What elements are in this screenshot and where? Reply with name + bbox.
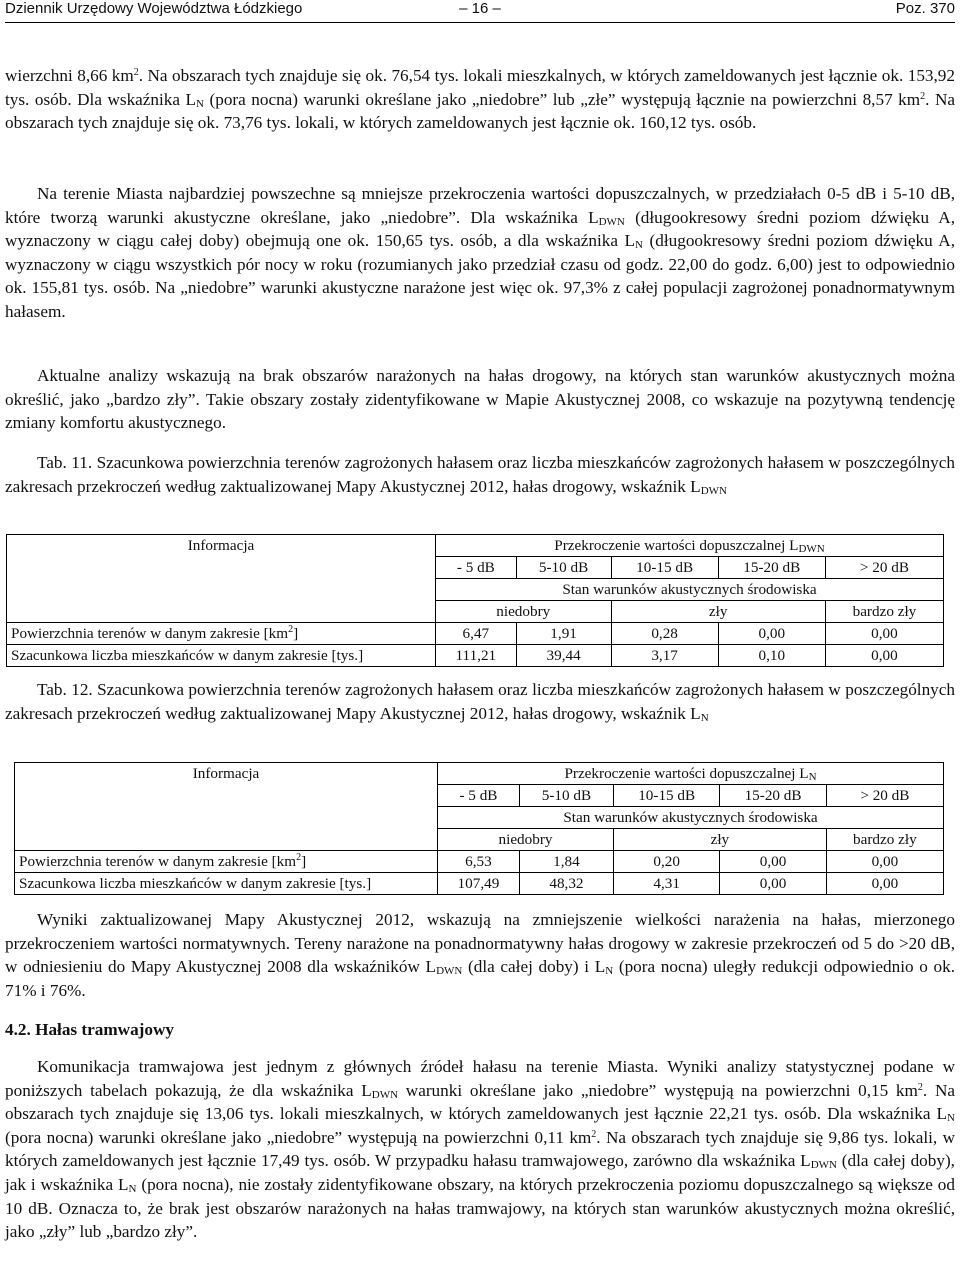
p5-text-b: warunki określane jako „niedobre” występują na powierzchni 0,15 km	[398, 1080, 918, 1100]
table-row	[7, 623, 944, 645]
p1-text-a: wierzchni 8,66 km	[5, 66, 134, 85]
section-heading: 4.2. Hałas tramwajowy	[5, 1020, 174, 1039]
range-cell: > 20 dB	[825, 557, 943, 579]
condition-cell: zły	[614, 829, 827, 851]
value-cell: 3,17	[611, 645, 718, 667]
p5-text-d: (pora nocna) warunki określane jako „niedobre” występują na powierzchni 0,11 km	[5, 1127, 592, 1147]
table-row	[15, 851, 944, 873]
range-cell: - 5 dB	[438, 785, 520, 807]
page-header	[5, 0, 955, 23]
value-cell: 107,49	[438, 873, 520, 895]
p5-sup-d: 2	[591, 1128, 597, 1140]
value-cell: 0,00	[826, 851, 943, 873]
p5-text-a: Komunikacja tramwajowa jest jednym z głównych źródeł hałasu na terenie Miasta. Wyniki analizy statystycznej podane w poniższych tabelach pokazują, że dla wskaźnika L	[5, 1057, 955, 1100]
row1-label-end: ]	[293, 625, 299, 642]
head-exceed-sub: DWN	[798, 543, 825, 555]
value-cell: 6,47	[436, 623, 517, 645]
p1-sup-c: 2	[920, 90, 926, 102]
value-cell: 0,00	[720, 851, 826, 873]
position-number: Poz. 370	[895, 0, 955, 17]
range-cell: 10-15 dB	[614, 785, 720, 807]
p1-sub-b: N	[196, 97, 204, 110]
table-11	[6, 534, 944, 667]
table-12-caption	[5, 678, 955, 725]
range-cell: 5-10 dB	[516, 557, 611, 579]
value-cell: 0,00	[825, 623, 943, 645]
p5-text-g: (pora nocna), nie zostały zidentyfikowane obszary, na których przekroczenia poziomu dopuszczalnego są większe od 10 dB. Oznacza to, że brak jest obszarów narażonych na hałas tramwajowy, na których stan warunków akustycznych można określić, jako „zły” lub „bardzo zły”.	[5, 1174, 955, 1242]
p2-sub-b: N	[635, 239, 643, 252]
p4-sub-a: DWN	[436, 965, 463, 978]
p5-sub-f: N	[128, 1182, 137, 1195]
state-header: Stan warunków akustycznych środowiska	[438, 807, 944, 829]
p2-text-c: (długookresowy średni poziom dźwięku A, wyznaczony w ciągu wszystkich pór nocy w roku (rozumianych jako przedział czasu od godz. 22,00 do godz. 6,00) jest to odpowiednio ok. 155,81 tys. osób. Na „niedobre” warunki akustyczne narażone jest więc ok. 97,3% z całej populacji zagrożonej ponadnormatywnym hałasem.	[5, 231, 955, 321]
table-head-exceed	[438, 763, 944, 785]
page-number: – 16 –	[459, 0, 501, 17]
row-label	[15, 851, 438, 873]
table-head-exceed	[436, 535, 944, 557]
p1-text-b: . Na obszarach tych znajduje się ok. 76,54 tys. lokali mieszkalnych, w których zameldowanych jest łącznie ok. 153,92 tys. osób. Dla wskaźnika L	[5, 66, 955, 109]
journal-title: Dziennik Urzędowy Województwa Łódzkiego	[5, 0, 303, 17]
state-header: Stan warunków akustycznych środowiska	[436, 579, 944, 601]
condition-cell: bardzo zły	[826, 829, 943, 851]
range-cell: 5-10 dB	[519, 785, 613, 807]
p2-text-a: Na terenie Miasta najbardziej powszechne są mniejsze przekroczenia wartości dopuszczalnych, w przedziałach 0-5 dB i 5-10 dB, które tworzą warunki akustyczne określane, jako „niedobre”. Dla wskaźnika L	[5, 184, 955, 227]
value-cell: 1,84	[519, 851, 613, 873]
condition-cell: bardzo zły	[825, 601, 943, 623]
table-head-info	[15, 763, 438, 851]
p5-sub-e: DWN	[810, 1159, 837, 1172]
paragraph-5	[5, 1055, 955, 1244]
table-row	[7, 645, 944, 667]
condition-cell: niedobry	[438, 829, 614, 851]
p5-sub-a: DWN	[371, 1088, 399, 1101]
cap11-text: Tab. 11. Szacunkowa powierzchnia terenów zagrożonych hałasem oraz liczba mieszkańców zagrożonych hałasem w poszczególnych zakresach przekroczeń według zaktualizowanej Mapy Akustycznej 2012, hałas drogowy, wskaźnik L	[5, 453, 955, 496]
row-label	[7, 623, 436, 645]
value-cell: 6,53	[438, 851, 520, 873]
p4-text-a: Wyniki zaktualizowanej Mapy Akustycznej 2012, wskazują na zmniejszenie wielkości narażenia na hałas, mierzonego przekroczeniem wartości normatywnych. Tereny narażone na ponadnormatywny hałas drogowy w zakresie przekroczeń od 5 do >20 dB, w odniesieniu do Mapy Akustycznej 2008 dla wskaźników L	[5, 910, 955, 977]
value-cell: 0,10	[718, 645, 825, 667]
range-cell: 15-20 dB	[718, 557, 825, 579]
value-cell: 0,20	[614, 851, 720, 873]
p2-text-b: (długookresowy średni poziom dźwięku A, wyznaczony w ciągu całej doby) obejmują one ok. 150,65 tys. osób, a dla wskaźnika L	[5, 207, 956, 251]
p5-text-c: . Na obszarach tych znajduje się 13,06 tys. lokali mieszkalnych, w których zameldowanych jest łącznie 22,21 tys. osób. Dla wskaźnika L	[5, 1080, 956, 1124]
cap12-sub: N	[700, 711, 709, 724]
paragraph-3: Aktualne analizy wskazują na brak obszarów narażonych na hałas drogowy, na których stan warunków akustycznych można określić, jako „bardzo zły”. Takie obszary zostały zidentyfikowane w Mapie Akustycznej 2008, co wskazuje na pozytywną tendencję zmiany komfortu akustycznego.	[5, 366, 955, 433]
condition-cell: niedobry	[436, 601, 612, 623]
table-row	[7, 535, 944, 557]
row-label: Szacunkowa liczba mieszkańców w danym zakresie [tys.]	[15, 873, 438, 895]
head-exceed-text: Przekroczenie wartości dopuszczalnej L	[554, 537, 799, 554]
row1-label-end: ]	[301, 853, 307, 870]
condition-cell: zły	[611, 601, 825, 623]
value-cell: 1,91	[516, 623, 611, 645]
row1-label-text: Powierzchnia terenów w danym zakresie [km	[19, 853, 297, 870]
p4-text-b: (dla całej doby) i L	[462, 957, 606, 977]
p5-sup-b: 2	[917, 1081, 923, 1093]
p5-sub-c: N	[947, 1112, 955, 1125]
value-cell: 0,00	[825, 645, 943, 667]
head-exceed-sub: N	[808, 771, 817, 783]
range-cell: > 20 dB	[826, 785, 943, 807]
p5-text-f: (dla całej doby), jak i wskaźnika L	[5, 1151, 955, 1194]
table-head-info	[7, 535, 436, 623]
row1-label-sup: 2	[296, 852, 302, 863]
value-cell: 111,21	[436, 645, 517, 667]
head-info-text: Informacja	[187, 537, 255, 554]
p5-text-e: . Na obszarach tych znajduje się 9,86 tys. lokali, w których zameldowanych jest łącznie 17,49 tys. osób. W przypadku hałasu tramwajowego, zarówno dla wskaźnika L	[5, 1127, 955, 1171]
table-11-caption	[5, 451, 955, 498]
row1-label-text: Powierzchnia terenów w danym zakresie [km	[11, 625, 289, 642]
range-cell: - 5 dB	[436, 557, 517, 579]
p1-text-c: (pora nocna) warunki określane jako „niedobre” lub „złe” występują łącznie na powierzchni 8,57 km	[203, 89, 921, 109]
table-row	[15, 873, 944, 895]
row-label: Szacunkowa liczba mieszkańców w danym zakresie [tys.]	[7, 645, 436, 667]
p1-sup-a: 2	[133, 67, 139, 78]
cap11-sub: DWN	[700, 484, 727, 497]
paragraph-2	[5, 182, 955, 324]
table-row	[15, 763, 944, 785]
value-cell: 0,00	[826, 873, 943, 895]
value-cell: 0,00	[720, 873, 826, 895]
value-cell: 39,44	[516, 645, 611, 667]
paragraph-4	[5, 908, 955, 1002]
p1-text-d: . Na obszarach tych znajduje się ok. 73,76 tys. lokali, w których zameldowanych jest łącznie ok. 160,12 tys. osób.	[5, 89, 955, 133]
head-exceed-text: Przekroczenie wartości dopuszczalnej L	[564, 765, 809, 782]
cap12-text: Tab. 12. Szacunkowa powierzchnia terenów zagrożonych hałasem oraz liczba mieszkańców zagrożonych hałasem w poszczególnych zakresach przekroczeń według zaktualizowanej Mapy Akustycznej 2012, hałas drogowy, wskaźnik L	[5, 680, 955, 723]
value-cell: 48,32	[519, 873, 613, 895]
value-cell: 0,28	[611, 623, 718, 645]
range-cell: 10-15 dB	[611, 557, 718, 579]
head-info-text: Informacja	[192, 765, 260, 782]
table-12	[14, 762, 944, 895]
range-cell: 15-20 dB	[720, 785, 826, 807]
p4-text-c: (pora nocna) uległy redukcji odpowiednio o ok. 71% i 76%.	[5, 957, 956, 1000]
value-cell: 4,31	[614, 873, 720, 895]
row1-label-sup: 2	[288, 624, 294, 635]
paragraph-1	[5, 64, 955, 135]
value-cell: 0,00	[718, 623, 825, 645]
p4-sub-b: N	[605, 965, 614, 978]
p2-sub-a: DWN	[598, 215, 625, 228]
